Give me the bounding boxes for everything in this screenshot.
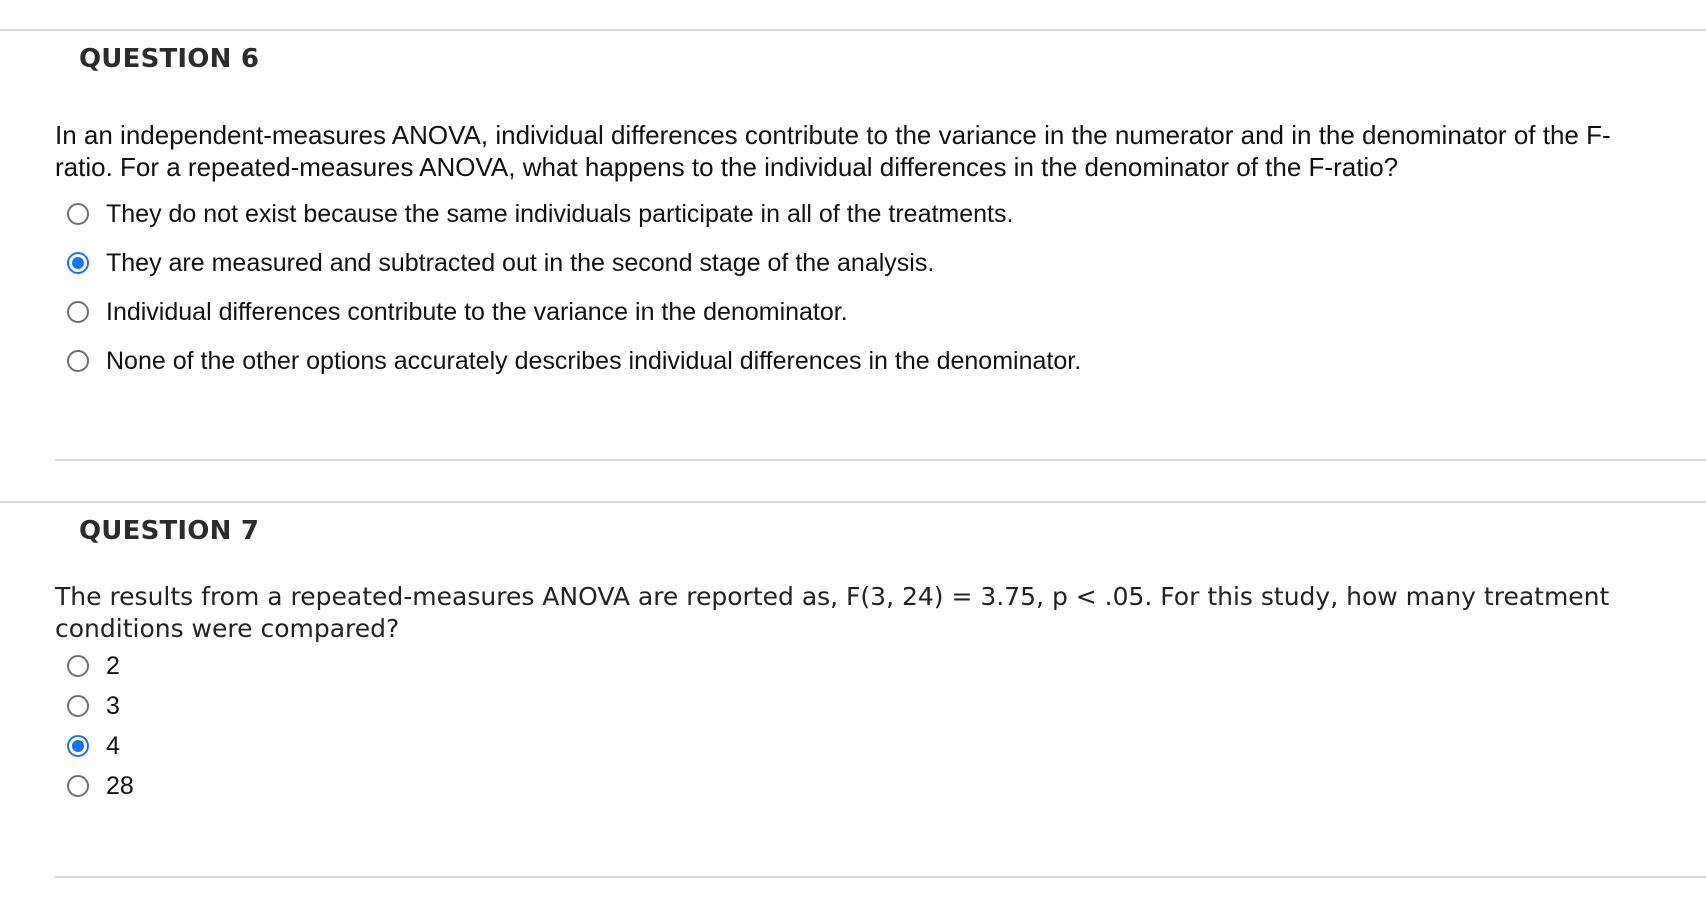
question-6-bottom-divider xyxy=(55,459,1706,461)
question-6-option-2[interactable] xyxy=(67,247,934,279)
question-6-option-3-label: Individual differences contribute to the variance in the denominator. xyxy=(106,297,848,326)
radio-button[interactable] xyxy=(67,695,89,717)
radio-button-selected[interactable] xyxy=(67,735,89,757)
question-7-prompt xyxy=(55,581,1635,645)
question-7-top-divider xyxy=(0,501,1706,503)
question-7-bottom-divider xyxy=(55,876,1706,878)
question-6-option-1[interactable] xyxy=(67,198,1013,230)
question-7-option-2[interactable] xyxy=(67,690,120,722)
question-7-option-3[interactable] xyxy=(67,730,120,762)
radio-button[interactable] xyxy=(67,350,89,372)
question-7-option-4[interactable] xyxy=(67,770,134,802)
question-6-option-3[interactable] xyxy=(67,296,848,328)
question-7-prompt-line-2: conditions were compared? xyxy=(55,614,400,643)
question-6-top-divider xyxy=(0,29,1706,31)
question-7-option-4-label: 28 xyxy=(106,771,134,800)
radio-button[interactable] xyxy=(67,301,89,323)
question-6-option-4[interactable] xyxy=(67,345,1081,377)
question-7-heading: QUESTION 7 xyxy=(79,516,260,546)
question-6-option-4-label: None of the other options accurately describes individual differences in the denominator. xyxy=(106,346,1082,375)
question-6-option-1-label: They do not exist because the same individuals participate in all of the treatments. xyxy=(106,199,1014,228)
question-7-option-1[interactable] xyxy=(67,650,120,682)
question-6-option-2-label: They are measured and subtracted out in the second stage of the analysis. xyxy=(106,248,935,277)
question-6-prompt-line-2: ratio. For a repeated-measures ANOVA, what happens to the individual differences in the denominator of the F-ratio? xyxy=(55,152,1399,182)
radio-button[interactable] xyxy=(67,655,89,677)
radio-button[interactable] xyxy=(67,775,89,797)
question-6-prompt xyxy=(55,119,1675,183)
question-7-option-1-label: 2 xyxy=(106,651,120,680)
radio-button-selected[interactable] xyxy=(67,252,89,274)
question-7-option-2-label: 3 xyxy=(106,691,120,720)
question-6-heading: QUESTION 6 xyxy=(79,44,260,74)
radio-button[interactable] xyxy=(67,203,89,225)
question-7-prompt-line-1: The results from a repeated-measures ANOVA are reported as, F(3, 24) = 3.75, p < .05. For this study, how many treatment xyxy=(55,582,1610,611)
question-6-prompt-line-1: In an independent-measures ANOVA, individual differences contribute to the variance in the numerator and in the denominator of the F- xyxy=(55,120,1611,150)
question-7-option-3-label: 4 xyxy=(106,731,120,760)
